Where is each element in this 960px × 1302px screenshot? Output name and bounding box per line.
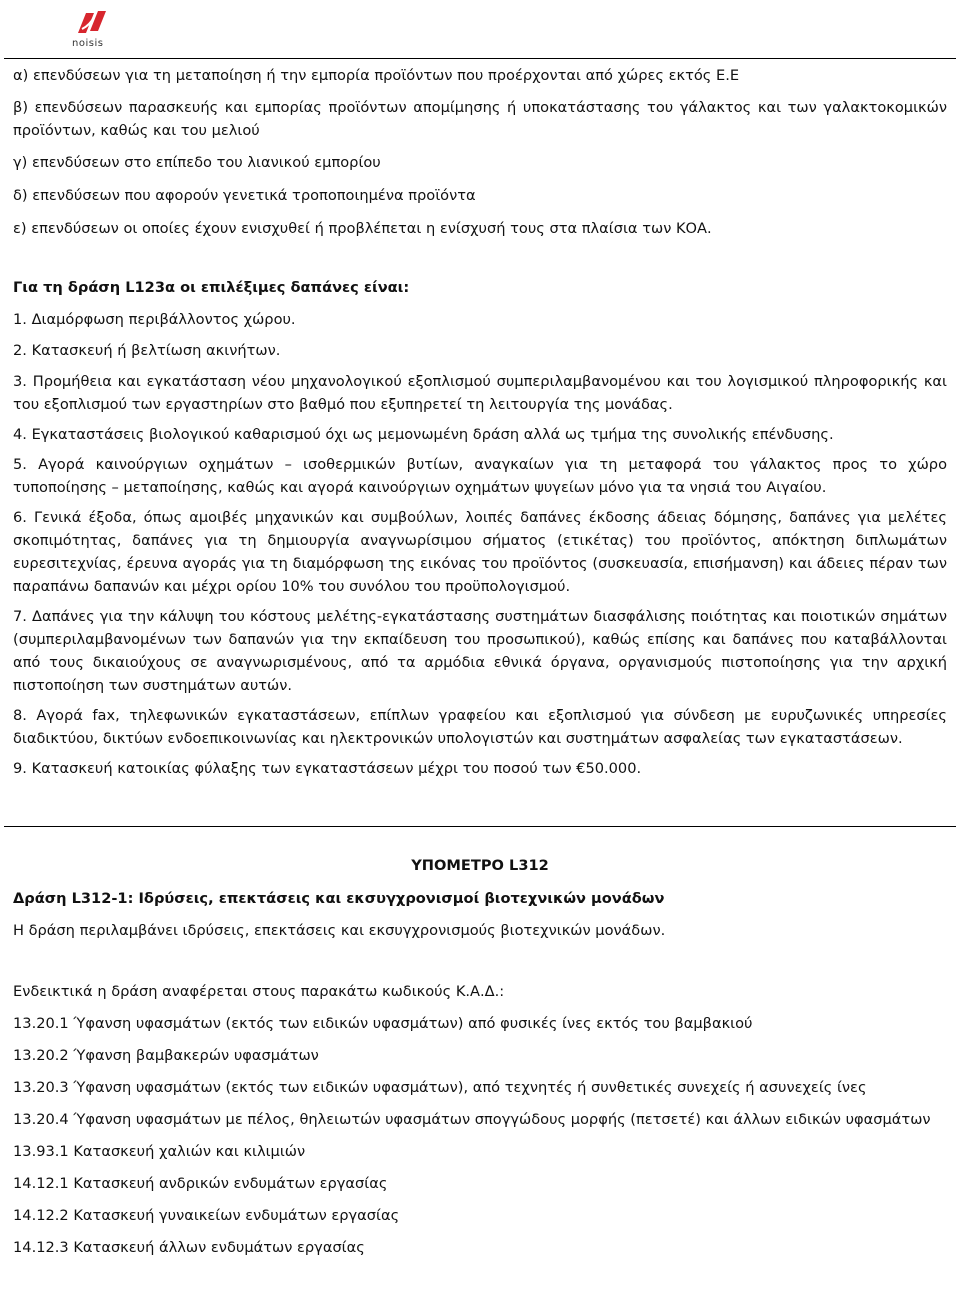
eligible-item-5: 5. Αγορά καινούργιων οχημάτων – ισοθερμικών βυτίων, αναγκαίων για τη μεταφορά του γάλακτος προς το χώρο τυποποίησης – μεταποίησης, καθώς και αγορά καινούργιων οχημάτων ψυγείων μόνο για τα νησιά του Αιγαίου. <box>13 456 947 496</box>
submeasure-title: ΥΠΟΜΕΤΡΟ L312 <box>411 857 549 874</box>
header-divider <box>4 58 956 59</box>
eligible-item-6: 6. Γενικά έξοδα, όπως αμοιβές μηχανικών και συμβούλων, λοιπές δαπάνες έκδοσης άδειας δόμησης, δαπάνες για μελέτες σκοπιμότητας, δαπάνες για τη δημιουργία αναγνωρίσιμου σήματος (ετικέτας) του προϊόντος, απόκτηση διπλωμάτων ευρεσιτεχνίας, έρευνα αγοράς για τη διαμόρφωση της εικόνας του προϊόντος (συσκευασία, επισήμανση) και άδειες πέραν των παραπάνω δαπανών και μέχρι ορίου 10% του συνόλου του προϋπολογισμού. <box>13 509 947 595</box>
intro-item-a: α) επενδύσεων για τη μεταποίηση ή την εμπορία προϊόντων που προέρχονται από χώρες εκτός Ε.Ε <box>13 67 740 84</box>
intro-item-e: ε) επενδύσεων οι οποίες έχουν ενισχυθεί ή προβλέπεται η ενίσχυσή τους στα πλαίσια των ΚΟΑ. <box>13 220 712 237</box>
document-body <box>13 64 947 780</box>
code-item: 13.20.4 Ύφανση υφασμάτων με πέλος, θηλειωτών υφασμάτων σπογγώδους μορφής (πετσετέ) και άλλων ειδικών υφασμάτων <box>13 1111 931 1128</box>
codes-intro: Ενδεικτικά η δράση αναφέρεται στους παρακάτω κωδικούς Κ.Α.Δ.: <box>13 983 505 1000</box>
logo-text: noisis <box>72 38 104 49</box>
action-description: Η δράση περιλαμβάνει ιδρύσεις, επεκτάσεις και εκσυγχρονισμούς βιοτεχνικών μονάδων. <box>13 922 666 939</box>
eligible-item-4: 4. Εγκαταστάσεις βιολογικού καθαρισμού όχι ως μεμονωμένη δράση αλλά ως τμήμα της συνολικής επένδυσης. <box>13 426 834 443</box>
code-item: 14.12.2 Κατασκευή γυναικείων ενδυμάτων εργασίας <box>13 1207 400 1224</box>
eligible-item-9: 9. Κατασκευή κατοικίας φύλαξης των εγκαταστάσεων μέχρι του ποσού των €50.000. <box>13 760 642 777</box>
code-item: 13.20.3 Ύφανση υφασμάτων (εκτός των ειδικών υφασμάτων), από τεχνητές ή συνθετικές συνεχείς ή ασυνεχείς ίνες <box>13 1079 867 1096</box>
eligible-item-8: 8. Αγορά fax, τηλεφωνικών εγκαταστάσεων, επίπλων γραφείου και εξοπλισμού για σύνδεση με ευρυζωνικές υπηρεσίες διαδικτύου, δικτύων ενδοεπικοινωνίας και ηλεκτρονικών υπολογιστών και συστημάτων ασφαλείας των εγκαταστάσεων. <box>13 707 947 747</box>
intro-item-d: δ) επενδύσεων που αφορούν γενετικά τροποποιημένα προϊόντα <box>13 187 476 204</box>
submeasure-section <box>13 854 947 1259</box>
code-item: 14.12.3 Κατασκευή άλλων ενδυμάτων εργασίας <box>13 1239 365 1256</box>
eligible-item-3: 3. Προμήθεια και εγκατάσταση νέου μηχανολογικού εξοπλισμού συμπεριλαμβανομένου και του λογισμικού πληροφορικής και του εξοπλισμού των εργαστηρίων στο βαθμό που εξυπηρετεί τη λειτουργία της μονάδας. <box>13 373 947 413</box>
eligible-item-2: 2. Κατασκευή ή βελτίωση ακινήτων. <box>13 342 281 359</box>
action-title: Δράση L312-1: Ιδρύσεις, επεκτάσεις και εκσυγχρονισμοί βιοτεχνικών μονάδων <box>13 890 665 907</box>
intro-item-c: γ) επενδύσεων στο επίπεδο του λιανικού εμπορίου <box>13 154 381 171</box>
intro-item-b: β) επενδύσεων παρασκευής και εμπορίας προϊόντων απομίμησης ή υποκατάστασης του γάλακτος και των γαλακτοκομικών προϊόντων, καθώς και του μελιού <box>13 99 947 139</box>
eligible-item-7: 7. Δαπάνες για την κάλυψη του κόστους μελέτης-εγκατάστασης συστημάτων διασφάλισης ποιότητας και ποιοτικών σημάτων (συμπεριλαμβανομένων των δαπανών για την εκπαίδευση του προσωπικού), καθώς επίσης και δαπάνες που καταβάλλονται από τους δικαιούχους σε αναγνωρισμένους, από τα αρμόδια εθνικά όργανα, οργανισμούς πιστοποίησης για την αρχική πιστοποίηση των συστημάτων αυτών. <box>13 608 947 694</box>
page-header <box>0 0 960 60</box>
code-item: 14.12.1 Κατασκευή ανδρικών ενδυμάτων εργασίας <box>13 1175 388 1192</box>
eligible-item-1: 1. Διαμόρφωση περιβάλλοντος χώρου. <box>13 311 296 328</box>
section-divider <box>4 826 956 827</box>
code-item: 13.93.1 Κατασκευή χαλιών και κιλιμιών <box>13 1143 306 1160</box>
eligible-heading: Για τη δράση L123α οι επιλέξιμες δαπάνες είναι: <box>13 279 410 296</box>
code-item: 13.20.2 Ύφανση βαμβακερών υφασμάτων <box>13 1047 319 1064</box>
code-item: 13.20.1 Ύφανση υφασμάτων (εκτός των ειδικών υφασμάτων) από φυσικές ίνες εκτός του βαμβακιού <box>13 1015 753 1032</box>
